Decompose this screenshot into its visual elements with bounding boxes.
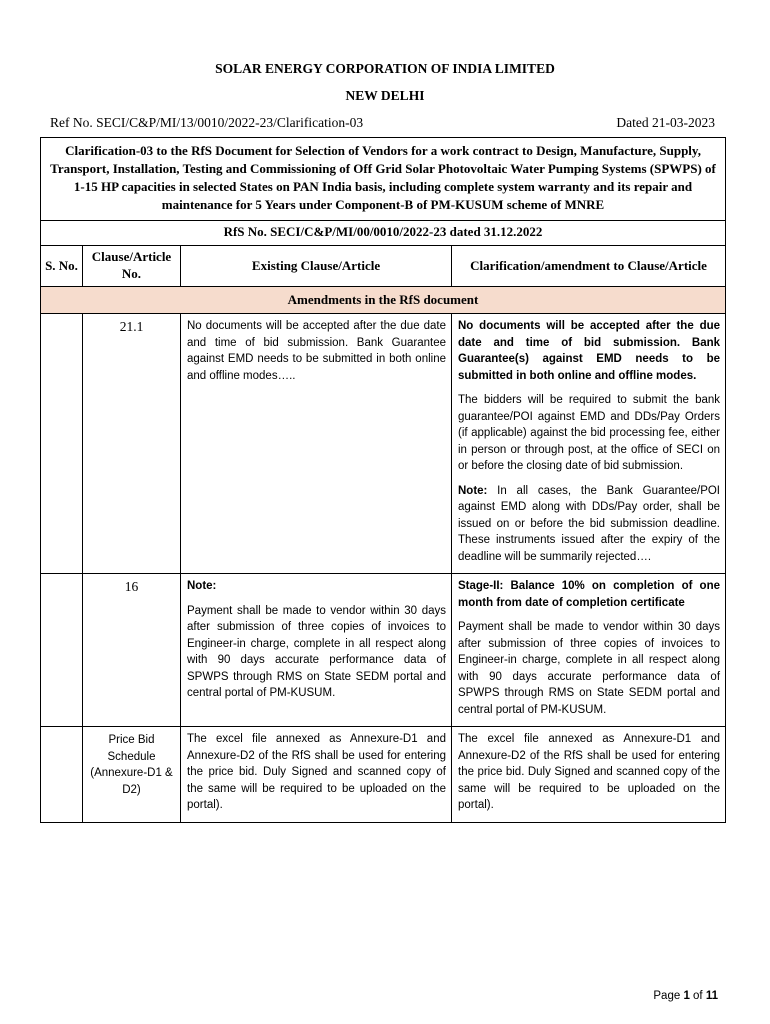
page-total: 11 <box>705 990 718 1002</box>
amendment-bold-text: No documents will be accepted after the due date and time of bid submission. Bank Guarantee(s) against EMD needs to be submitted in both online and offline modes. <box>458 320 721 382</box>
section-title: Amendments in the RfS document <box>41 287 726 314</box>
page-prefix: Page <box>653 990 684 1002</box>
table-row <box>41 727 726 823</box>
row-sno <box>41 314 83 574</box>
row-existing <box>181 727 452 823</box>
existing-text: The excel file annexed as Annexure-D1 and Annexure-D2 of the RfS shall be used for entering the price bid. Duly Signed and scanned copy of the same will be required to be uploaded on the portal). <box>187 733 446 811</box>
existing-text: No documents will be accepted after the due date and time of bid submission. Bank Guarantee against EMD needs to be submitted in both online and offline modes….. <box>187 320 446 382</box>
row-amendment <box>452 727 726 823</box>
page-number <box>653 990 718 1002</box>
page-of: of <box>689 990 706 1002</box>
row-existing <box>181 314 452 574</box>
amendment-stage-title: Stage-II: Balance 10% on completion of one month from date of completion certificate <box>458 580 721 609</box>
row-amendment <box>452 574 726 727</box>
header-sno: S. No. <box>41 246 83 287</box>
rfs-number: RfS No. SECI/C&P/MI/00/0010/2022-23 dated 31.12.2022 <box>41 221 726 246</box>
existing-text: Payment shall be made to vendor within 30 days after submission of three copies of invoices to Engineer-in charge, complete in all respect along with 90 days accurate performance data of SPWPS through RMS on State SEDM portal and central portal of PM-KUSUM. <box>187 604 446 699</box>
note-label: Note: <box>458 484 488 497</box>
table-row <box>41 574 726 727</box>
amendment-text: The bidders will be required to submit the bank guarantee/POI against EMD and DDs/Pay Orders (if applicable) against the bid processing fee, either in person or through post, at the office of SECI on or before the closing date of bid submission. <box>458 394 721 472</box>
row-sno <box>41 727 83 823</box>
header-clause: Clause/Article No. <box>83 246 181 287</box>
row-clause: 16 <box>83 574 181 727</box>
amendment-text: Payment shall be made to vendor within 30 days after submission of three copies of invoices to Engineer-in charge, complete in all respect along with 90 days accurate performance data of SPWPS through RMS on State SEDM portal and central portal of PM-KUSUM. <box>458 621 721 716</box>
clarification-table <box>40 137 726 823</box>
table-row <box>41 314 726 574</box>
note-text: In all cases, the Bank Guarantee/POI against EMD along with DDs/Pay order, shall be issued on or before the bid submission deadline. These instruments issued after the expiry of the deadline will be summarily rejected…. <box>458 484 721 563</box>
row-sno <box>41 574 83 727</box>
row-clause: 21.1 <box>83 314 181 574</box>
page-current: 1 <box>683 990 690 1002</box>
table-header-row <box>41 246 726 287</box>
row-existing <box>181 574 452 727</box>
header-amendment: Clarification/amendment to Clause/Article <box>452 246 726 287</box>
row-clause: Price Bid Schedule (Annexure-D1 & D2) <box>83 727 181 823</box>
row-amendment <box>452 314 726 574</box>
header-existing: Existing Clause/Article <box>181 246 452 287</box>
document-date: Dated 21-03-2023 <box>616 115 715 130</box>
note-label: Note: <box>187 580 217 592</box>
organization-name: SOLAR ENERGY CORPORATION OF INDIA LIMITED <box>215 61 555 76</box>
document-title: Clarification-03 to the RfS Document for Selection of Vendors for a work contract to Design, Manufacture, Supply, Transport, Installation, Testing and Commissioning of Off Grid Solar Photovoltaic Water Pumping Systems (SPWPS) of 1-15 HP capacities in selected States on PAN India basis, including complete system warranty and its repair and maintenance for 5 Years under Component-B of PM-KUSUM scheme of MNRE <box>41 138 726 221</box>
reference-number: Ref No. SECI/C&P/MI/13/0010/2022-23/Clarification-03 <box>50 115 364 130</box>
amendment-note <box>458 483 720 566</box>
city-name: NEW DELHI <box>345 88 425 103</box>
amendment-text: The excel file annexed as Annexure-D1 and Annexure-D2 of the RfS shall be used for entering the price bid. Duly Signed and scanned copy of the same will be required to be uploaded on the portal). <box>458 733 721 811</box>
